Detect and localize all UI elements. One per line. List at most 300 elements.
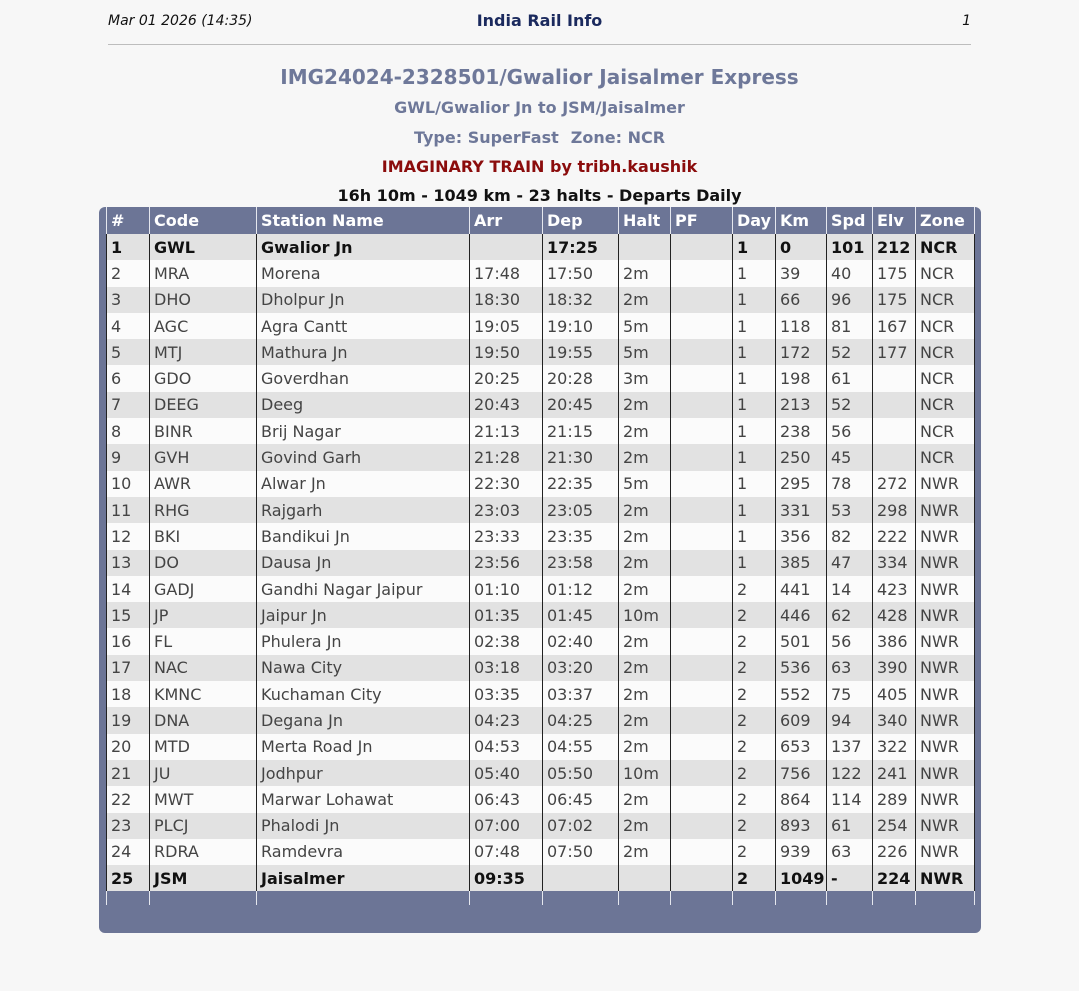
cell-code: PLCJ [150,813,257,839]
cell-day: 1 [733,497,776,523]
cell-pf [671,418,733,444]
cell-km: 198 [776,365,827,391]
cell-spd: 63 [827,655,873,681]
table-row[interactable] [107,602,975,628]
cell-arr: 23:56 [470,550,543,576]
col-header-num[interactable]: # [107,207,150,234]
cell-station: Jodhpur [257,760,470,786]
cell-halt: 2m [619,839,671,865]
table-row[interactable] [107,760,975,786]
cell-day: 1 [733,523,776,549]
cell-day: 1 [733,260,776,286]
cell-km: 295 [776,471,827,497]
cell-dep: 23:05 [543,497,619,523]
cell-code: GVH [150,444,257,470]
table-row[interactable] [107,418,975,444]
table-row[interactable] [107,655,975,681]
cell-zone: NWR [916,813,975,839]
cell-elv: 423 [873,576,916,602]
cell-km: 250 [776,444,827,470]
cell-pf [671,707,733,733]
cell-elv: 386 [873,628,916,654]
cell-km: 536 [776,655,827,681]
cell-num: 13 [107,550,150,576]
cell-zone: NWR [916,576,975,602]
cell-station: Marwar Lohawat [257,786,470,812]
cell-elv: 405 [873,681,916,707]
page-number: 1 [962,13,971,29]
cell-arr: 07:48 [470,839,543,865]
cell-station: Kuchaman City [257,681,470,707]
cell-zone: NWR [916,760,975,786]
cell-code: JP [150,602,257,628]
table-row[interactable] [107,576,975,602]
timetable [106,207,975,905]
cell-station: Goverdhan [257,365,470,391]
cell-elv: 298 [873,497,916,523]
cell-pf [671,681,733,707]
cell-dep: 04:25 [543,707,619,733]
cell-num: 22 [107,786,150,812]
cell-elv [873,392,916,418]
footer-cell [671,891,733,905]
table-row[interactable] [107,287,975,313]
cell-dep: 06:45 [543,786,619,812]
cell-pf [671,576,733,602]
cell-halt: 2m [619,418,671,444]
cell-spd: 81 [827,313,873,339]
cell-num: 21 [107,760,150,786]
cell-spd: 78 [827,471,873,497]
cell-station: Rajgarh [257,497,470,523]
cell-dep: 19:10 [543,313,619,339]
cell-pf [671,865,733,891]
cell-spd: 14 [827,576,873,602]
cell-km: 552 [776,681,827,707]
cell-arr: 07:00 [470,813,543,839]
cell-dep: 18:32 [543,287,619,313]
table-row[interactable] [107,681,975,707]
table-row[interactable] [107,497,975,523]
cell-arr: 01:10 [470,576,543,602]
cell-zone: NWR [916,786,975,812]
cell-station: Nawa City [257,655,470,681]
cell-zone: NCR [916,234,975,260]
cell-spd: 61 [827,813,873,839]
cell-station: Mathura Jn [257,339,470,365]
cell-km: 385 [776,550,827,576]
cell-spd: 61 [827,365,873,391]
cell-dep: 17:50 [543,260,619,286]
cell-spd: 75 [827,681,873,707]
cell-station: Jaisalmer [257,865,470,891]
cell-zone: NWR [916,628,975,654]
cell-num: 8 [107,418,150,444]
cell-arr: 23:03 [470,497,543,523]
cell-num: 23 [107,813,150,839]
cell-day: 2 [733,628,776,654]
col-header-arr[interactable]: Arr [470,207,543,234]
cell-arr: 21:28 [470,444,543,470]
table-row[interactable] [107,471,975,497]
train-type-zone [0,128,1079,147]
col-header-zone[interactable]: Zone [916,207,975,234]
cell-spd: 82 [827,523,873,549]
cell-dep: 21:15 [543,418,619,444]
cell-dep: 22:35 [543,471,619,497]
cell-dep: 20:28 [543,365,619,391]
cell-num: 11 [107,497,150,523]
cell-spd: 101 [827,234,873,260]
cell-spd: 40 [827,260,873,286]
cell-spd: 137 [827,734,873,760]
cell-zone: NWR [916,681,975,707]
cell-arr: 19:05 [470,313,543,339]
cell-dep: 07:50 [543,839,619,865]
cell-km: 441 [776,576,827,602]
cell-elv [873,365,916,391]
cell-day: 2 [733,655,776,681]
col-header-halt[interactable]: Halt [619,207,671,234]
cell-halt: 2m [619,523,671,549]
cell-arr: 18:30 [470,287,543,313]
cell-code: DNA [150,707,257,733]
cell-arr: 19:50 [470,339,543,365]
cell-day: 1 [733,365,776,391]
cell-pf [671,760,733,786]
cell-day: 2 [733,576,776,602]
cell-dep: 23:58 [543,550,619,576]
cell-station: Alwar Jn [257,471,470,497]
cell-zone: NWR [916,523,975,549]
cell-elv: 175 [873,287,916,313]
cell-day: 1 [733,418,776,444]
cell-code: MWT [150,786,257,812]
cell-spd: - [827,865,873,891]
table-row[interactable] [107,550,975,576]
cell-dep [543,865,619,891]
table-row[interactable] [107,839,975,865]
table-header-row [107,207,975,234]
cell-num: 5 [107,339,150,365]
cell-day: 2 [733,786,776,812]
cell-station: Gwalior Jn [257,234,470,260]
cell-day: 1 [733,339,776,365]
cell-num: 2 [107,260,150,286]
cell-num: 14 [107,576,150,602]
cell-arr: 20:25 [470,365,543,391]
cell-zone: NCR [916,365,975,391]
cell-pf [671,786,733,812]
cell-halt: 2m [619,813,671,839]
cell-dep: 05:50 [543,760,619,786]
cell-spd: 53 [827,497,873,523]
cell-dep: 02:40 [543,628,619,654]
cell-pf [671,365,733,391]
cell-station: Dholpur Jn [257,287,470,313]
cell-zone: NWR [916,839,975,865]
cell-num: 10 [107,471,150,497]
cell-elv: 272 [873,471,916,497]
cell-arr: 06:43 [470,786,543,812]
cell-station: Deeg [257,392,470,418]
cell-elv: 289 [873,786,916,812]
cell-elv: 226 [873,839,916,865]
cell-arr: 20:43 [470,392,543,418]
cell-day: 1 [733,287,776,313]
cell-num: 3 [107,287,150,313]
cell-day: 2 [733,602,776,628]
cell-elv: 428 [873,602,916,628]
cell-elv [873,418,916,444]
cell-halt [619,865,671,891]
cell-day: 2 [733,681,776,707]
cell-arr: 04:53 [470,734,543,760]
cell-km: 653 [776,734,827,760]
cell-halt: 2m [619,707,671,733]
cell-halt: 2m [619,681,671,707]
cell-day: 2 [733,839,776,865]
table-row[interactable] [107,365,975,391]
table-row[interactable] [107,628,975,654]
cell-day: 1 [733,444,776,470]
cell-station: Brij Nagar [257,418,470,444]
cell-arr: 05:40 [470,760,543,786]
cell-km: 356 [776,523,827,549]
cell-elv: 167 [873,313,916,339]
cell-arr: 02:38 [470,628,543,654]
timetable-container [99,207,981,933]
cell-spd: 47 [827,550,873,576]
train-note: IMAGINARY TRAIN by tribh.kaushik [381,157,698,176]
cell-spd: 94 [827,707,873,733]
cell-pf [671,392,733,418]
table-row[interactable] [107,444,975,470]
cell-dep: 01:45 [543,602,619,628]
cell-code: AWR [150,471,257,497]
cell-halt: 2m [619,734,671,760]
cell-pf [671,444,733,470]
cell-spd: 96 [827,287,873,313]
footer-cell [150,891,257,905]
cell-code: GADJ [150,576,257,602]
cell-km: 66 [776,287,827,313]
train-zone: Zone: NCR [570,128,666,147]
cell-spd: 56 [827,628,873,654]
table-row[interactable] [107,734,975,760]
page-header [108,10,971,45]
cell-km: 0 [776,234,827,260]
cell-num: 17 [107,655,150,681]
cell-spd: 63 [827,839,873,865]
cell-halt: 2m [619,550,671,576]
cell-dep: 19:55 [543,339,619,365]
cell-km: 446 [776,602,827,628]
cell-code: MRA [150,260,257,286]
cell-elv: 241 [873,760,916,786]
cell-km: 118 [776,313,827,339]
col-header-km[interactable]: Km [776,207,827,234]
cell-dep: 04:55 [543,734,619,760]
cell-pf [671,471,733,497]
cell-code: DHO [150,287,257,313]
cell-zone: NWR [916,497,975,523]
cell-station: Dausa Jn [257,550,470,576]
cell-num: 7 [107,392,150,418]
cell-km: 213 [776,392,827,418]
cell-halt [619,234,671,260]
table-row[interactable] [107,707,975,733]
table-row[interactable] [107,313,975,339]
cell-zone: NCR [916,418,975,444]
cell-day: 2 [733,760,776,786]
cell-code: FL [150,628,257,654]
cell-dep: 07:02 [543,813,619,839]
cell-elv [873,444,916,470]
cell-km: 864 [776,786,827,812]
cell-num: 4 [107,313,150,339]
cell-code: JSM [150,865,257,891]
cell-arr: 03:18 [470,655,543,681]
col-header-dep[interactable]: Dep [543,207,619,234]
cell-station: Bandikui Jn [257,523,470,549]
cell-km: 1049 [776,865,827,891]
cell-arr: 17:48 [470,260,543,286]
cell-zone: NWR [916,707,975,733]
cell-dep: 03:37 [543,681,619,707]
cell-halt: 5m [619,471,671,497]
cell-km: 39 [776,260,827,286]
cell-num: 16 [107,628,150,654]
footer-cell [470,891,543,905]
cell-code: RHG [150,497,257,523]
cell-halt: 10m [619,602,671,628]
cell-pf [671,550,733,576]
cell-code: KMNC [150,681,257,707]
cell-pf [671,734,733,760]
cell-station: Phalodi Jn [257,813,470,839]
cell-pf [671,234,733,260]
cell-halt: 5m [619,339,671,365]
cell-km: 172 [776,339,827,365]
cell-halt: 2m [619,655,671,681]
cell-elv: 340 [873,707,916,733]
cell-dep: 23:35 [543,523,619,549]
cell-halt: 2m [619,287,671,313]
cell-day: 2 [733,813,776,839]
cell-arr: 09:35 [470,865,543,891]
cell-pf [671,628,733,654]
col-header-pf[interactable]: PF [671,207,733,234]
cell-halt: 2m [619,444,671,470]
footer-cell [257,891,470,905]
cell-pf [671,813,733,839]
cell-code: DO [150,550,257,576]
cell-code: BKI [150,523,257,549]
cell-code: DEEG [150,392,257,418]
cell-day: 1 [733,471,776,497]
table-row[interactable] [107,339,975,365]
footer-cell [873,891,916,905]
cell-station: Jaipur Jn [257,602,470,628]
cell-station: Agra Cantt [257,313,470,339]
cell-num: 12 [107,523,150,549]
cell-arr: 03:35 [470,681,543,707]
table-row[interactable] [107,865,975,891]
cell-arr: 21:13 [470,418,543,444]
col-header-code[interactable]: Code [150,207,257,234]
cell-num: 6 [107,365,150,391]
cell-day: 1 [733,313,776,339]
cell-pf [671,260,733,286]
cell-zone: NCR [916,313,975,339]
table-row[interactable] [107,234,975,260]
cell-code: RDRA [150,839,257,865]
col-header-station[interactable]: Station Name [257,207,470,234]
cell-dep: 17:25 [543,234,619,260]
cell-km: 939 [776,839,827,865]
cell-halt: 2m [619,628,671,654]
cell-num: 18 [107,681,150,707]
table-row[interactable] [107,260,975,286]
train-route: GWL/Gwalior Jn to JSM/Jaisalmer [394,98,685,117]
cell-day: 2 [733,734,776,760]
cell-arr: 22:30 [470,471,543,497]
cell-code: JU [150,760,257,786]
cell-spd: 45 [827,444,873,470]
cell-spd: 114 [827,786,873,812]
cell-zone: NWR [916,734,975,760]
table-row[interactable] [107,813,975,839]
cell-num: 19 [107,707,150,733]
cell-halt: 2m [619,786,671,812]
cell-halt: 2m [619,576,671,602]
cell-day: 2 [733,707,776,733]
cell-station: Govind Garh [257,444,470,470]
table-row[interactable] [107,392,975,418]
footer-cell [107,891,150,905]
col-header-elv[interactable]: Elv [873,207,916,234]
cell-elv: 390 [873,655,916,681]
train-summary: 16h 10m - 1049 km - 23 halts - Departs Daily [337,186,742,205]
cell-station: Morena [257,260,470,286]
cell-halt: 2m [619,260,671,286]
cell-num: 1 [107,234,150,260]
table-row[interactable] [107,523,975,549]
cell-halt: 2m [619,392,671,418]
cell-arr: 04:23 [470,707,543,733]
cell-halt: 3m [619,365,671,391]
col-header-spd[interactable]: Spd [827,207,873,234]
cell-zone: NCR [916,260,975,286]
cell-dep: 21:30 [543,444,619,470]
cell-elv: 322 [873,734,916,760]
cell-zone: NWR [916,602,975,628]
cell-code: AGC [150,313,257,339]
cell-elv: 254 [873,813,916,839]
table-row[interactable] [107,786,975,812]
cell-day: 1 [733,550,776,576]
col-header-day[interactable]: Day [733,207,776,234]
cell-km: 501 [776,628,827,654]
cell-pf [671,339,733,365]
cell-spd: 62 [827,602,873,628]
cell-spd: 52 [827,392,873,418]
cell-station: Phulera Jn [257,628,470,654]
cell-spd: 56 [827,418,873,444]
cell-arr: 01:35 [470,602,543,628]
cell-pf [671,839,733,865]
